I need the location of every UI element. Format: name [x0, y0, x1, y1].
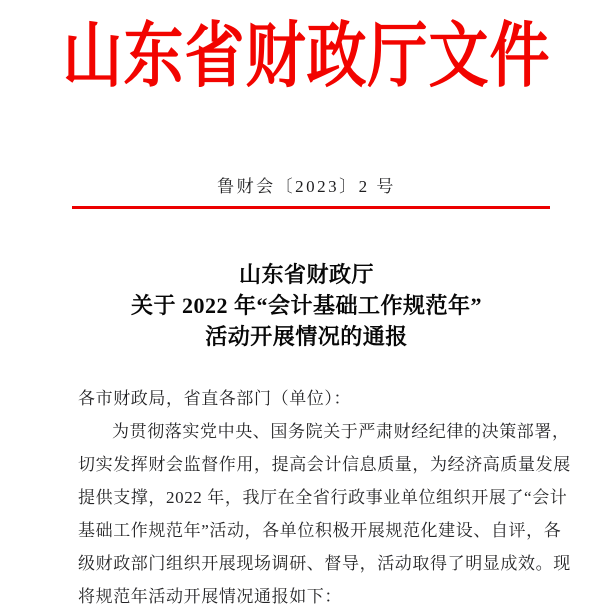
- red-divider-line: [72, 206, 550, 209]
- body-line: 级财政部门组织开展现场调研、督导，活动取得了明显成效。现: [78, 554, 571, 573]
- heading-line-1: 山东省财政厅: [238, 262, 374, 287]
- masthead-title: 山东省财政厅文件: [62, 17, 551, 96]
- body-line: 切实发挥财会监督作用，提高会计信息质量，为经济高质量发展: [78, 455, 571, 474]
- heading-line-2: 关于 2022 年“会计基础工作规范年”: [130, 293, 482, 318]
- body-line: 基础工作规范年”活动，各单位积极开展规范化建设、自评，各: [78, 521, 562, 540]
- document-body: [78, 382, 571, 613]
- body-line: 将规范年活动开展情况通报如下：: [78, 587, 342, 606]
- document-number: 鲁财会〔2023〕2 号: [217, 177, 396, 196]
- salutation-line: 各市财政局，省直各部门（单位）：: [78, 389, 352, 408]
- document-heading: [0, 259, 613, 352]
- body-line: 提供支撑，2022 年，我厅在全省行政事业单位组织开展了“会计: [78, 488, 568, 507]
- body-line: 为贯彻落实党中央、国务院关于严肃财经纪律的决策部署，: [112, 422, 570, 441]
- heading-line-3: 活动开展情况的通报: [205, 324, 408, 349]
